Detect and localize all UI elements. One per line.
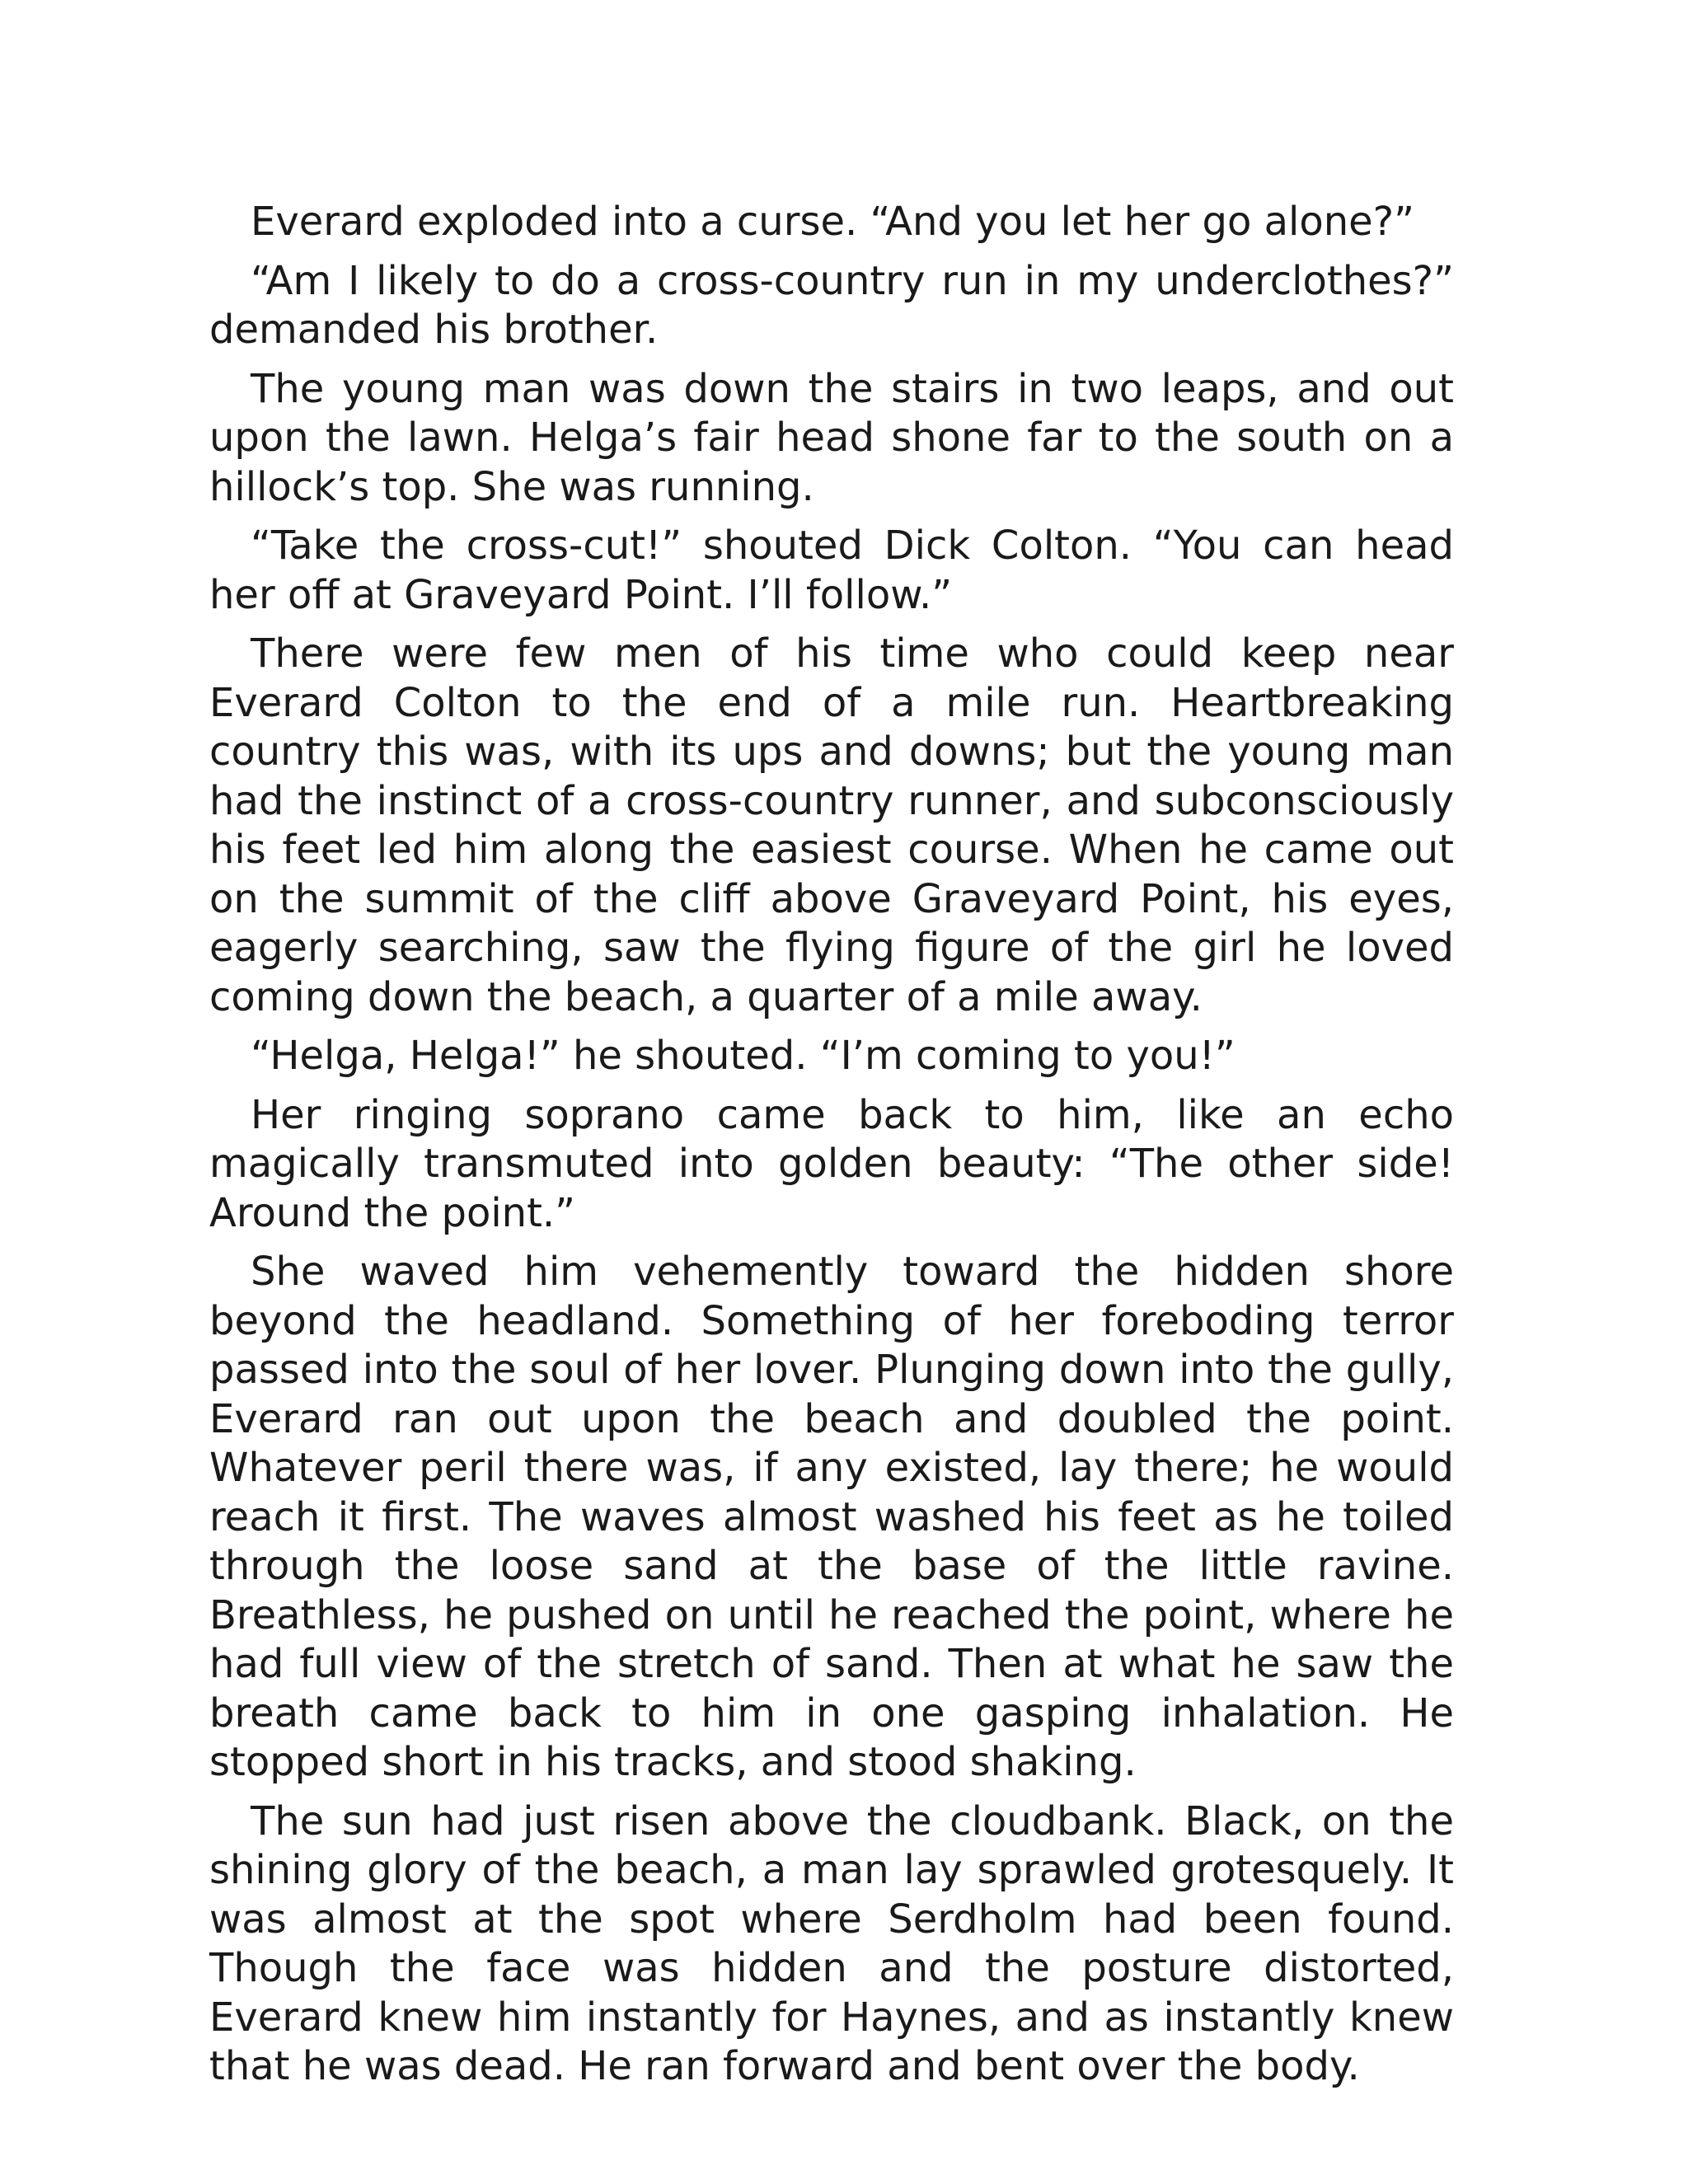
paragraph: “Am I likely to do a cross-country run in my underclothes?” demanded his brother. (209, 257, 1454, 353)
paragraph: The young man was down the stairs in two leaps, and out upon the lawn. Helga’s fair head shone far to the south on a hillock’s top. She was running. (209, 365, 1454, 510)
paragraph: Everard exploded into a curse. “And you let her go alone?” (251, 199, 1415, 245)
paragraph: There were few men of his time who could keep near Everard Colton to the end of a mile run. Heartbreaking country this was, with its ups and downs; but the young man had the instinct of a cross-country runner, and subconsciously his feet led him along the easiest course. When he came out on the summit of the cliff above Graveyard Point, his eyes, eagerly searching, saw the flying figure of the girl he loved coming down the beach, a quarter of a mile away. (209, 630, 1454, 1020)
paragraph: “Take the cross-cut!” shouted Dick Colton. “You can head her off at Graveyard Point. I’ll follow.” (209, 523, 1454, 618)
paragraph: She waved him vehemently toward the hidden shore beyond the headland. Something of her foreboding terror passed into the soul of her lover. Plunging down into the gully, Everard ran out upon the beach and doubled the point. Whatever peril there was, if any existed, lay there; he would reach it first. The waves almost washed his feet as he toiled through the loose sand at the base of the little ravine. Breathless, he pushed on until he reached the point, where he had full view of the stretch of sand. Then at what he saw the breath came back to him in one gasping inhalation. He stopped short in his tracks, and stood shaking. (209, 1249, 1454, 1785)
paragraph: The sun had just risen above the cloudbank. Black, on the shining glory of the beach, a man lay sprawled grotesquely. It was almost at the spot where Serdholm had been found. Though the face was hidden and the posture distorted, Everard knew him instantly for Haynes, and as instantly knew that he was dead. He ran forward and bent over the body. (209, 1797, 1454, 2089)
page-body (209, 198, 1454, 2102)
paragraph: “Helga, Helga!” he shouted. “I’m coming to you!” (251, 1033, 1236, 1079)
paragraph: Her ringing soprano came back to him, like an echo magically transmuted into golden beauty: “The other side! Around the point.” (209, 1091, 1454, 1236)
